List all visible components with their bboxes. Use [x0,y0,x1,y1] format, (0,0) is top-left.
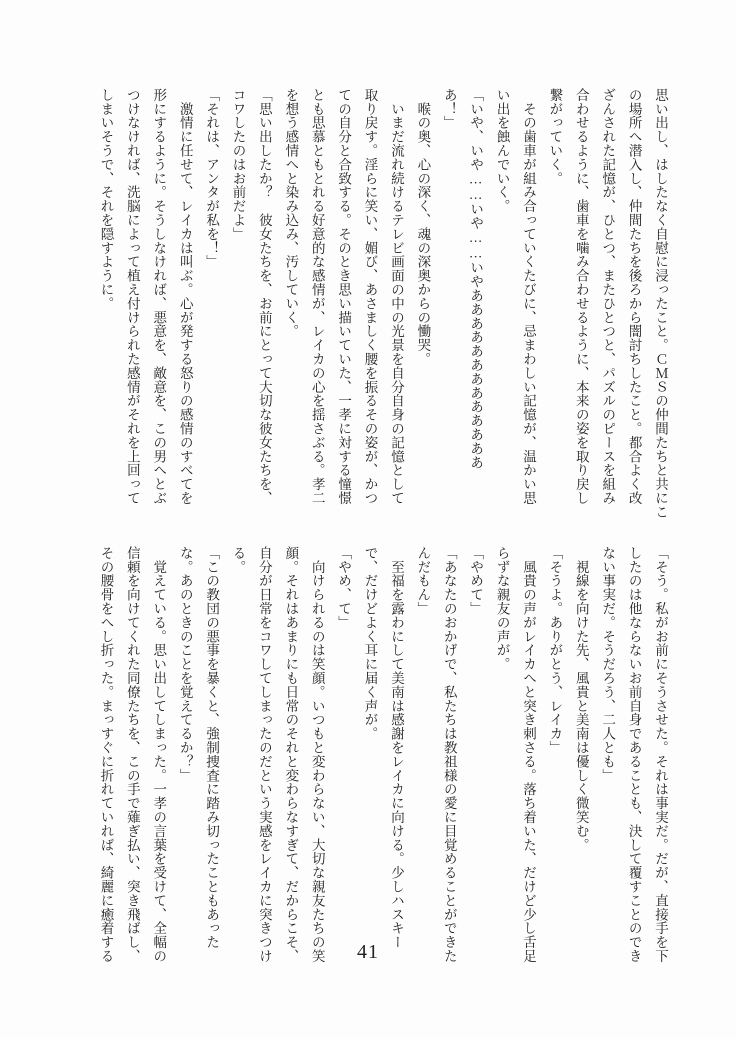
text-line: したのは他ならないお前自身であることも、決して覆すことのでき [626,546,642,963]
text-line: 喉の奥、心の深く、魂の深奥からの慟哭。 [415,88,431,366]
text-line: の場所へ潜入し、仲間たちを後ろから闇討ちしたこと。都合よく改 [626,88,642,505]
text-line: 視線を向けた先、風貴と美南は優しく微笑む。 [573,546,589,852]
text-line: る。 [230,546,246,574]
text-line: 合わせるように、歯車を噛み合わせるように、本来の姿を取り戻し [573,88,589,505]
text-line: 顔。それはあまりにも日常のそれと変わらなすぎて、だからこそ、 [283,546,299,963]
text-block-top [92,88,673,524]
text-line: で、だけどよく耳に届く声が。 [362,546,378,741]
text-line: 「やめ、て」 [336,546,352,630]
text-line: 「いや、いや……いや……いやあああああああああああああ [468,88,484,470]
text-line: 至福を露わにして美南は感謝をレイカに向ける。少しハスキー [388,546,404,950]
text-line: その腰骨をへし折った。まっすぐに折れていれば、綺麗に癒着する [98,546,114,963]
text-line: ざんされた記憶が、ひとつ、またひとつと、パズルのピースを組み [600,88,616,505]
text-line: 思い出し、はしたなく自慰に浸ったこと。ＣＭＳの仲間たちと共にこ [653,88,668,519]
text-line: しまいそうで、それを隠すように。 [98,88,114,311]
text-line: い出を蝕んでいく。 [494,88,510,214]
text-line: んだもん」 [415,546,431,616]
text-line: 自分が日常をコワしてしまったのだという実感をレイカに突きつけ [256,546,272,963]
text-line: 取り戻す。淫らに笑い、媚び、あさましく腰を振るその姿が、かつ [362,88,378,505]
text-line: を想う感情へと染み込み、汚していく。 [283,88,299,339]
text-line: 信頼を向けてくれた同僚たちを、この手で薙ぎ払い、突き飛ばし、 [124,546,140,963]
text-line: ての自分と合致する。そのとき思い描いていた、一孝に対する憧憬 [336,88,352,505]
text-line: らずな親友の声が。 [494,546,510,672]
text-line: つけなければ、洗脳によって植え付けられた感情がそれを上回って [124,88,140,505]
text-line: 形にするように。そうしなければ、悪意を、敵意を、この男へとぶ [151,88,167,505]
text-line: あ！」 [441,88,457,130]
text-line: ない事実だ。そうだろう、二人とも」 [600,546,616,783]
text-line: いまだ流れ続けるテレビ画面の中の光景を自分自身の記憶として [388,88,404,505]
text-line: 「この教団の悪事を暴くと、強制捜査に踏み切ったこともあった [204,546,220,950]
text-line: 「そうよ。ありがとう、レイカ」 [547,546,563,755]
text-line: その歯車が組み合っていくたびに、忌まわしい記憶が、温かい思 [520,88,536,505]
text-line: 「思い出したか？ 彼女たちを、お前にとって大切な彼女たちを、 [256,88,272,505]
text-line: コワしたのはお前だよ」 [230,88,246,241]
text-line: 「それは、アンタが私を！」 [204,88,220,269]
text-line: 向けられるのは笑顔。いつもと変わらない、大切な親友たちの笑 [309,546,325,963]
text-line: 「あなたのおかげで、私たちは教祖様の愛に目覚めることができた [441,546,457,963]
text-line: 繋がっていく。 [547,88,563,186]
page-number: 41 [357,941,379,963]
text-line: 「やめて」 [468,546,484,616]
text-line: な。あのときのことを覚えてるか？」 [177,546,193,783]
text-line: 風貴の声がレイカへと突き刺さる。落ち着いた、だけど少し舌足 [520,546,536,963]
text-line: とも思慕ともとれる好意的な感情が、レイカの心を揺さぶる。孝二 [309,88,325,505]
text-block-bottom [92,546,673,982]
text-line: 「そう。私がお前にそうさせた。それは事実だ。だが、直接手を下 [653,546,668,963]
text-line: 激情に任せて、レイカは叫ぶ。心が発する怒りの感情のすべてを [177,88,193,505]
text-line: 覚えている。思い出してしまった。一孝の言葉を受けて、全幅の [151,546,167,963]
